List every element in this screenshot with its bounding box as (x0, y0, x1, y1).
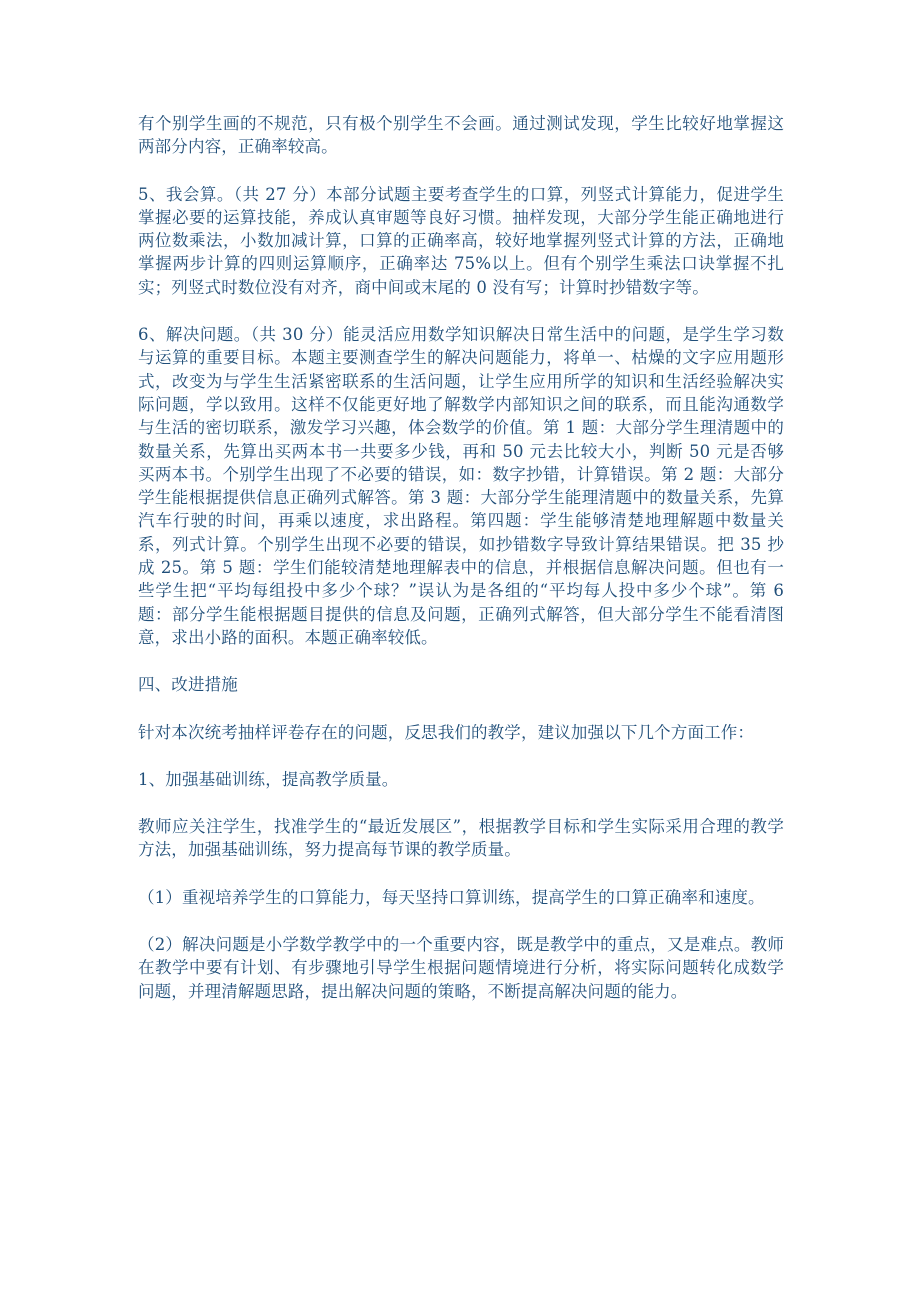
paragraph-problem-solving-section: 6、解决问题。（共 30 分）能灵活应用数学知识解决日常生活中的问题，是学生学习数与运算的重要目标。本题主要测查学生的解决问题能力，将单一、枯燥的文字应用题形式，改变为与学生生活紧密联系的生活问题，让学生应用所学的知识和生活经验解决实际问题，学以致用。这样不仅能更好地了解数学内部知识之间的联系，而且能沟通数学与生活的密切联系，激发学习兴趣，体会数学的价值。第 1 题：大部分学生理清题中的数量关系，先算出买两本书一共要多少钱，再和 50 元去比较大小，判断 50 元是否够买两本书。个别学生出现了不必要的错误，如：数字抄错，计算错误。第 2 题：大部分学生能根据提供信息正确列式解答。第 3 题：大部分学生能理清题中的数量关系，先算汽车行驶的时间，再乘以速度，求出路程。第四题：学生能够清楚地理解题中数量关系，列式计算。个别学生出现不必要的错误，如抄错数字导致计算结果错误。把 35 抄成 25。第 5 题：学生们能较清楚地理解表中的信息，并根据信息解决问题。但也有一些学生把“平均每组投中多少个球？”误认为是各组的“平均每人投中多少个球”。第 6 题：部分学生能根据题目提供的信息及问题，正确列式解答，但大部分学生不能看清图意，求出小路的面积。本题正确率较低。 (138, 325, 784, 647)
paragraph-calculation-section: 5、我会算。（共 27 分）本部分试题主要考查学生的口算，列竖式计算能力，促进学生掌握必要的运算技能，养成认真审题等良好习惯。抽样发现，大部分学生能正确地进行两位数乘法，小数加减计算，口算的正确率高，较好地掌握列竖式计算的方法，正确地掌握两步计算的四则运算顺序，正确率达 75%以上。但有个别学生乘法口诀掌握不扎实；列竖式时数位没有对齐，商中间或末尾的 0 没有写；计算时抄错数字等。 (138, 184, 784, 297)
paragraph-item-oral-calculation: （1）重视培养学生的口算能力，每天坚持口算训练，提高学生的口算正确率和速度。 (138, 887, 765, 907)
paragraph-item-problem-solving: （2）解决问题是小学数学教学中的一个重要内容，既是教学中的重点，又是难点。教师在教学中要有计划、有步骤地引导学生根据问题情境进行分析，将实际问题转化成数学问题，并理清解题思路，提出解决问题的策略，不断提高解决问题的能力。 (138, 935, 784, 1001)
paragraph-teacher-focus: 教师应关注学生，找准学生的“最近发展区”，根据教学目标和学生实际采用合理的教学方法，加强基础训练，努力提高每节课的教学质量。 (138, 817, 784, 860)
paragraph-drawing-summary: 有个别学生画的不规范，只有极个别学生不会画。通过测试发现，学生比较好地掌握这两部分内容，正确率较高。 (138, 114, 784, 157)
section-heading-improvement: 四、改进措施 (138, 675, 238, 695)
paragraph-improvement-intro: 针对本次统考抽样评卷存在的问题，反思我们的教学，建议加强以下几个方面工作： (138, 722, 755, 742)
subheading-basic-training: 1、加强基础训练，提高教学质量。 (138, 769, 399, 789)
document-body (138, 112, 784, 1027)
